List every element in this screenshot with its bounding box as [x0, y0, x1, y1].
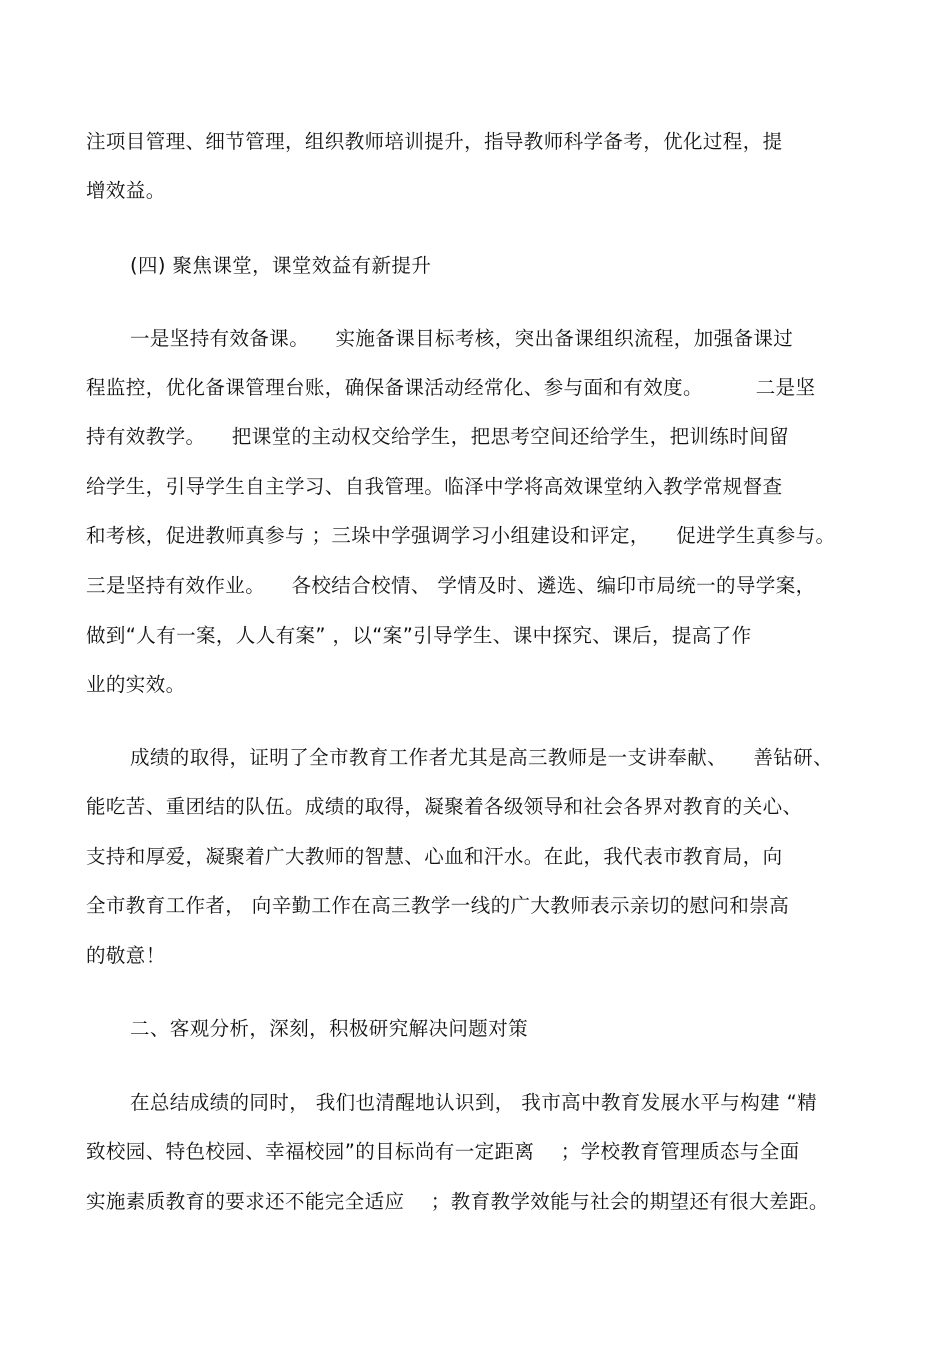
text-line: 增效益。 [86, 179, 166, 202]
text-line: 持有效教学。 把课堂的主动权交给学生，把思考空间还给学生，把训练时间留 [86, 425, 789, 448]
text-line: 致校园、特色校园、幸福校园”的目标尚有一定距离 ；学校教育管理质态与全面 [86, 1140, 800, 1163]
section-heading: 二、客观分析，深刻，积极研究解决问题对策 [130, 1017, 529, 1040]
text-line: 注项目管理、细节管理，组织教师培训提升，指导教师科学备考，优化过程，提 [86, 130, 783, 153]
text-line: 三是坚持有效作业。 各校结合校情、 学情及时、遴选、编印市局统一的导学案， [86, 574, 816, 597]
text-line: 支持和厚爱，凝聚着广大教师的智慧、心血和汗水。在此，我代表市教育局，向 [86, 845, 783, 868]
text-line: 一是坚持有效备课。 实施备课目标考核，突出备课组织流程，加强备课过 [130, 327, 794, 350]
text-line: 全市教育工作者， 向辛勤工作在高三教学一线的广大教师表示亲切的慰问和崇高 [86, 894, 790, 917]
text-line: 在总结成绩的同时， 我们也清醒地认识到， 我市高中教育发展水平与构建 “精 [130, 1091, 817, 1114]
text-line: 业的实效。 [86, 673, 186, 696]
text-line: 给学生，引导学生自主学习、自我管理。临泽中学将高效课堂纳入教学常规督查 [86, 475, 783, 498]
text-line: 的敬意！ [86, 944, 166, 967]
text-line: 程监控，优化备课管理台账，确保备课活动经常化、参与面和有效度。 二是坚 [86, 376, 816, 399]
text-line: 做到“人有一案，人人有案” ，以“案”引导学生、课中探究、课后，提高了作 [86, 624, 752, 647]
text-line: 和考核，促进教师真参与 ；三垛中学强调学习小组建设和评定， 促进学生真参与。 [86, 524, 836, 547]
section-heading: (四) 聚焦课堂，课堂效益有新提升 [130, 254, 432, 277]
text-line: 实施素质教育的要求还不能完全适应 ；教育教学效能与社会的期望还有很大差距。 [86, 1190, 829, 1213]
text-line: 成绩的取得，证明了全市教育工作者尤其是高三教师是一支讲奉献、 善钻研、 [130, 746, 833, 769]
text-line: 能吃苦、重团结的队伍。成绩的取得，凝聚着各级领导和社会各界对教育的关心、 [86, 795, 803, 818]
